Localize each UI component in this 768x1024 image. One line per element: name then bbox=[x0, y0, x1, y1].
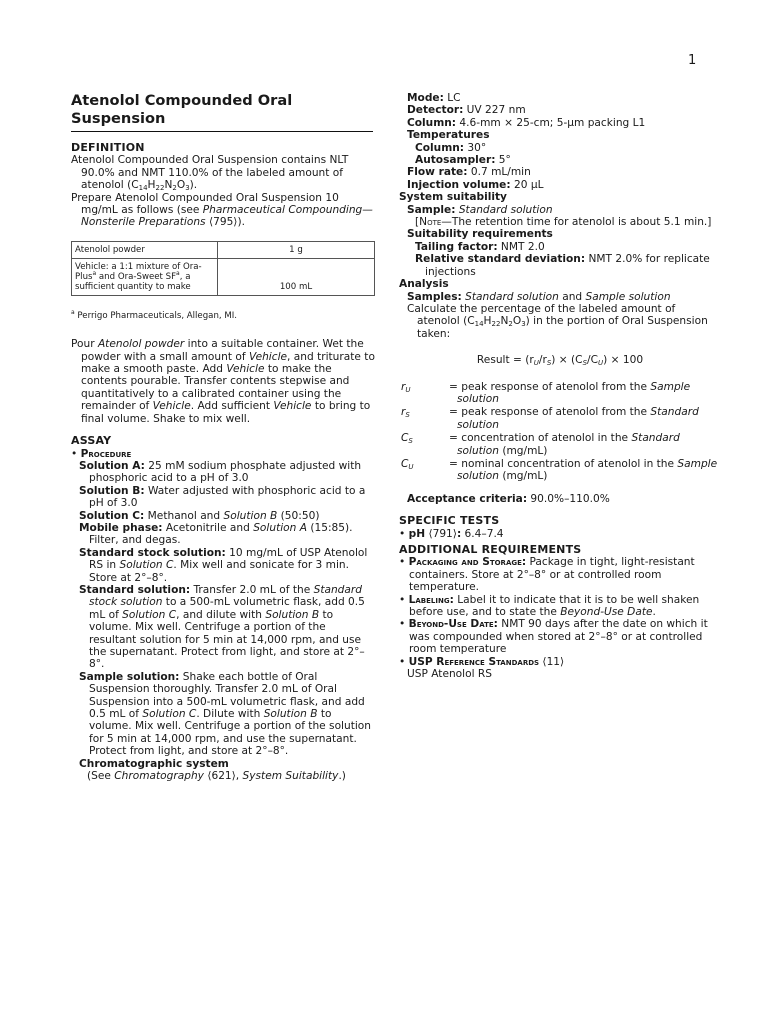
chromatographic-system-ref: (See Chromatography ⟨621⟩, System Suitability.) bbox=[87, 770, 346, 783]
variable-description: = peak response of atenolol from the Sample solution bbox=[449, 380, 691, 405]
mode: Mode: LC bbox=[407, 92, 461, 104]
detector: Detector: UV 227 nm bbox=[407, 104, 526, 117]
ingredient-cell: Atenolol powder bbox=[72, 241, 218, 258]
definition-row bbox=[399, 406, 721, 431]
page-number: 1 bbox=[688, 53, 697, 68]
definition-heading: DEFINITION bbox=[71, 141, 145, 154]
left-column bbox=[71, 92, 376, 782]
mobile-phase: Mobile phase: Acetonitrile and Solution A (15:85). Filter, and degas. bbox=[79, 521, 353, 547]
solution-c: Solution C: Methanol and Solution B (50:50) bbox=[79, 509, 320, 522]
injection-volume: Injection volume: 20 µL bbox=[407, 178, 544, 191]
usp-reference-standards: • USP Reference Standards ⟨11⟩ bbox=[399, 655, 565, 668]
chromatographic-system-heading: Chromatographic system bbox=[79, 757, 229, 770]
flow-rate: Flow rate: 0.7 mL/min bbox=[407, 166, 531, 179]
labeling: • Labeling: Label it to indicate that it is to be well shaken before use, and to state the Beyond-Use Date. bbox=[399, 593, 700, 619]
acceptance-criteria: Acceptance criteria: 90.0%–110.0% bbox=[407, 492, 610, 505]
variable-symbol: $C_S$ bbox=[401, 432, 413, 446]
analysis-heading: Analysis bbox=[399, 278, 449, 291]
ph-test: • pH ⟨791⟩: 6.4–7.4 bbox=[399, 527, 504, 540]
preparation-intro: Prepare Atenolol Compounded Oral Suspension 10 mg/mL as follows (see Pharmaceutical Compounding—Nonsterile Preparations ⟨795⟩). bbox=[71, 191, 373, 229]
definition-row bbox=[399, 432, 721, 457]
variable-symbol: $C_U$ bbox=[401, 457, 414, 471]
monograph-title: Atenolol Compounded Oral Suspension bbox=[71, 92, 373, 132]
column-temperature: Column: 30° bbox=[415, 141, 487, 154]
amount-cell: 1 g bbox=[218, 241, 375, 258]
temperatures-heading: Temperatures bbox=[407, 129, 490, 142]
usp-reference-item: USP Atenolol RS bbox=[407, 668, 492, 681]
right-column bbox=[399, 92, 721, 680]
autosampler-temperature: Autosampler: 5° bbox=[415, 154, 511, 167]
formulation-table bbox=[71, 241, 375, 296]
retention-note: [Note—The retention time for atenolol is about 5.1 min.] bbox=[415, 216, 712, 229]
standard-stock-solution: Standard stock solution: 10 mg/mL of USP Atenolol RS in Solution C. Mix well and sonicate for 3 min. Store at 2°–8°. bbox=[79, 546, 368, 584]
variable-description: = concentration of atenolol in the Standard solution (mg/mL) bbox=[449, 432, 680, 457]
sample-solution: Sample solution: Shake each bottle of Oral Suspension thoroughly. Transfer 2.0 mL of Oral Suspension into a 500-mL volumetric flask, and add 0.5 mL of Solution C. Dilute with Solution B to volume. Mix well. Centrifuge a portion of the solution for 5 min at 14,000 rpm, and use the supernatant. Protect from light, and store at 2°–8°. bbox=[79, 670, 372, 758]
definition-paragraph: Atenolol Compounded Oral Suspension contains NLT 90.0% and NMT 110.0% of the labeled amount of atenolol $(C_{14}H_{22}N_2O_3)$. bbox=[71, 154, 349, 193]
amount-cell: 100 mL bbox=[218, 258, 375, 295]
table-row bbox=[72, 241, 375, 258]
assay-heading: ASSAY bbox=[71, 434, 112, 448]
tailing-factor: Tailing factor: NMT 2.0 bbox=[415, 240, 545, 253]
result-formula: Result = $(r_U/r_S) \times (C_S/C_U) \times 100$ bbox=[476, 354, 644, 368]
column-spec: Column: 4.6-mm × 25-cm; 5-µm packing L1 bbox=[407, 116, 646, 129]
variable-description: = nominal concentration of atenolol in the Sample solution (mg/mL) bbox=[449, 457, 718, 483]
system-suitability-heading: System suitability bbox=[399, 191, 507, 204]
definition-row bbox=[399, 458, 721, 483]
suitability-requirements-heading: Suitability requirements bbox=[407, 228, 553, 241]
specific-tests-heading: SPECIFIC TESTS bbox=[399, 514, 500, 528]
beyond-use-date: • Beyond-Use Date: NMT 90 days after the date on which it was compounded when stored at 2°–8° or at controlled room temperature bbox=[399, 618, 708, 656]
variable-definitions bbox=[399, 381, 721, 483]
analysis-samples: Samples: Standard solution and Sample solution bbox=[407, 290, 671, 303]
ingredient-cell: Vehicle: a 1:1 mixture of Ora-Plus$^a$ and Ora-Sweet $SF^a$, a sufficient quantity to make bbox=[72, 258, 218, 295]
procedure-heading: • Procedure bbox=[71, 447, 132, 460]
definition-row bbox=[399, 381, 721, 406]
variable-symbol: $r_S$ bbox=[401, 406, 410, 420]
solution-a: Solution A: 25 mM sodium phosphate adjusted with phosphoric acid to a pH of 3.0 bbox=[79, 459, 362, 485]
standard-solution: Standard solution: Transfer 2.0 mL of the Standard stock solution to a 500-mL volumetric flask, add 0.5 mL of Solution C, and dilute with Solution B to volume. Mix well. Centrifuge a portion of the resultant solution for 5 min at 14,000 rpm, and use the supernatant. Protect from light, and store at 2°–8°. bbox=[79, 583, 365, 671]
solution-b: Solution B: Water adjusted with phosphoric acid to a pH of 3.0 bbox=[79, 484, 366, 510]
suitability-sample: Sample: Standard solution bbox=[407, 203, 553, 216]
additional-requirements-heading: ADDITIONAL REQUIREMENTS bbox=[399, 543, 582, 556]
variable-description: = peak response of atenolol from the Standard solution bbox=[449, 406, 699, 431]
packaging-and-storage: • Packaging and Storage: Package in tight, light-resistant containers. Store at 2°–8° or at controlled room temperature. bbox=[399, 556, 695, 594]
relative-standard-deviation: Relative standard deviation: NMT 2.0% for replicate injections bbox=[415, 253, 710, 278]
variable-symbol: $r_U$ bbox=[401, 380, 411, 394]
calculation-instruction: Calculate the percentage of the labeled amount of atenolol $(C_{14}H_{22}N_2O_3)$ in the portion of Oral Suspension taken: bbox=[407, 302, 708, 340]
table-footnote: $^a$ Perrigo Pharmaceuticals, Allegan, MI. bbox=[71, 308, 238, 321]
table-row bbox=[72, 258, 375, 295]
preparation-paragraph: Pour Atenolol powder into a suitable container. Wet the powder with a small amount of Vehicle, and triturate to make a smooth paste. Add Vehicle to make the contents pourable. Transfer contents stepwise and quantitatively to a calibrated container using the remainder of Vehicle. Add sufficient Vehicle to bring to final volume. Shake to mix well. bbox=[71, 338, 375, 425]
